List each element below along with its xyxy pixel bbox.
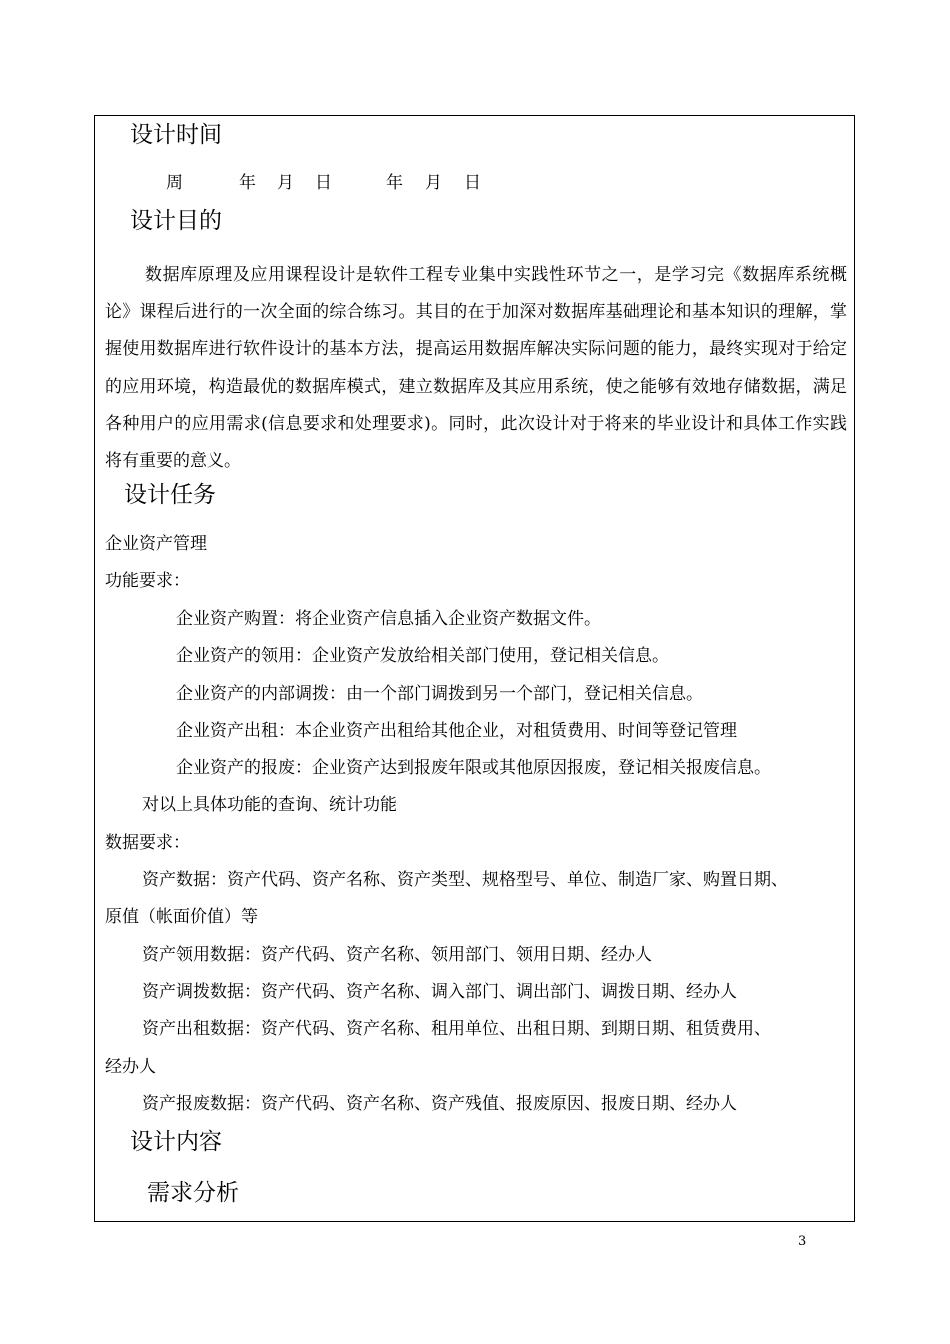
asset-lease-data-line-continued: 经办人 [105,1057,156,1077]
asset-transfer-data-line: 资产调拨数据：资产代码、资产名称、调入部门、调出部门、调拨日期、经办人 [142,982,737,1002]
asset-data-line-continued: 原值（帐面价值）等 [105,907,258,927]
year-label-start: 年 [239,173,256,193]
week-label: 周 [166,173,183,193]
task-title: 企业资产管理 [105,534,207,554]
function-requirements-label: 功能要求： [105,571,190,591]
asset-use-data-line: 资产领用数据：资产代码、资产名称、领用部门、领用日期、经办人 [142,945,652,965]
function-item: 企业资产的报废：企业资产达到报废年限或其他原因报废，登记相关报废信息。 [176,758,771,778]
year-label-end: 年 [386,173,403,193]
subheading-requirements-analysis: 需求分析 [147,1180,239,1206]
function-item: 企业资产出租：本企业资产出租给其他企业，对租赁费用、时间等登记管理 [176,721,737,741]
month-label-start: 月 [277,173,294,193]
asset-scrap-data-line: 资产报废数据：资产代码、资产名称、资产残值、报废原因、报废日期、经办人 [142,1094,737,1114]
data-requirements-label: 数据要求： [105,833,190,853]
section-heading-design-time: 设计时间 [130,122,222,148]
function-item: 企业资产购置：将企业资产信息插入企业资产数据文件。 [176,609,601,629]
purpose-paragraph: 数据库原理及应用课程设计是软件工程专业集中实践性环节之一，是学习完《数据库系统概论》课程后进行的一次全面的综合练习。其目的在于加深对数据库基础理论和基本知识的理解，掌握使用数据库进行软件设计的基本方法，提高运用数据库解决实际问题的能力，最终实现对于给定的应用环境，构造最优的数据库模式，建立数据库及其应用系统，使之能够有效地存储数据，满足各种用户的应用需求(信息要求和处理要求)。同时，此次设计对于将来的毕业设计和具体工作实践将有重要的意义。 [105,265,847,472]
function-item: 企业资产的内部调拨：由一个部门调拨到另一个部门，登记相关信息。 [176,684,703,704]
asset-data-line: 资产数据：资产代码、资产名称、资产类型、规格型号、单位、制造厂家、购置日期、 [142,870,788,890]
section-heading-design-content: 设计内容 [130,1129,222,1155]
day-label-start: 日 [315,173,332,193]
section-heading-design-purpose: 设计目的 [130,208,222,234]
asset-lease-data-line: 资产出租数据：资产代码、资产名称、租用单位、出租日期、到期日期、租赁费用、 [142,1019,771,1039]
function-item: 企业资产的领用：企业资产发放给相关部门使用，登记相关信息。 [176,646,669,666]
day-label-end: 日 [464,173,481,193]
month-label-end: 月 [425,173,442,193]
section-heading-design-task: 设计任务 [124,482,216,508]
query-statistics-line: 对以上具体功能的查询、统计功能 [142,795,397,815]
page-number: 3 [798,1234,807,1249]
